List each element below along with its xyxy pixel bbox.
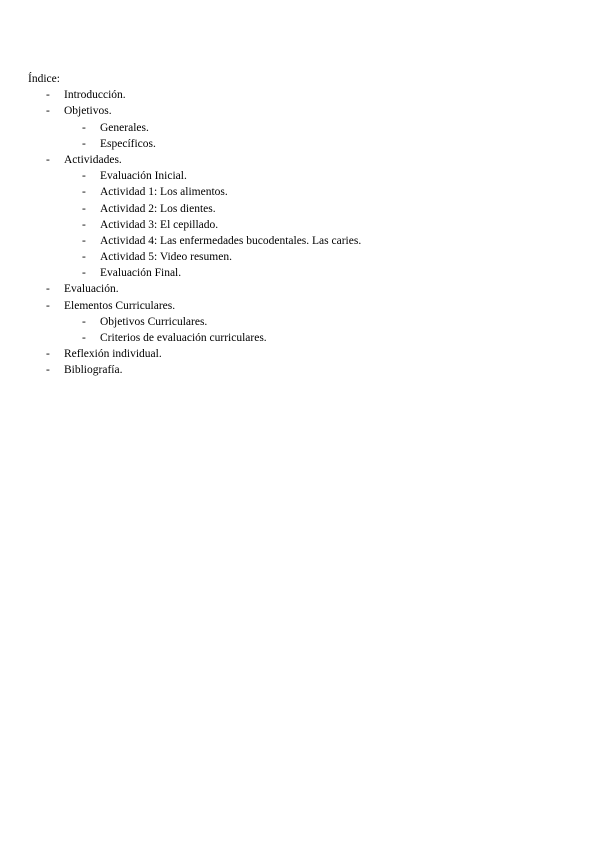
- dash-bullet: -: [82, 121, 86, 134]
- toc-subentry-text: Actividad 4: Las enfermedades bucodentales. Las caries.: [100, 234, 362, 247]
- toc-entry: [28, 103, 548, 119]
- toc-subentry: [28, 120, 548, 136]
- toc-subentry-text: Evaluación Inicial.: [100, 170, 187, 183]
- toc-entry: [28, 298, 548, 314]
- toc-entry-text: Introducción.: [64, 89, 126, 102]
- dash-bullet: -: [82, 186, 86, 199]
- toc-subentry-text: Específicos.: [100, 137, 156, 150]
- toc-subentry-text: Actividad 5: Video resumen.: [100, 251, 232, 264]
- dash-bullet: -: [46, 364, 50, 377]
- dash-bullet: -: [82, 251, 86, 264]
- toc-subentry: [28, 314, 548, 330]
- toc-title: Índice:: [28, 73, 60, 85]
- toc-subentry: [28, 201, 548, 217]
- dash-bullet: -: [82, 218, 86, 231]
- toc-entry: [28, 362, 548, 378]
- toc-subentry: [28, 168, 548, 184]
- dash-bullet: -: [82, 170, 86, 183]
- toc-entry-text: Bibliografía.: [64, 364, 123, 377]
- toc-list: [28, 87, 548, 378]
- dash-bullet: -: [82, 315, 86, 328]
- toc-entry: [28, 87, 548, 103]
- toc-subentry: [28, 217, 548, 233]
- toc-entry: [28, 346, 548, 362]
- toc-entry-text: Elementos Curriculares.: [64, 299, 176, 312]
- dash-bullet: -: [46, 105, 50, 118]
- dash-bullet: -: [46, 299, 50, 312]
- toc-subentry-text: Objetivos Curriculares.: [100, 315, 208, 328]
- dash-bullet: -: [82, 332, 86, 345]
- toc-subentry: [28, 330, 548, 346]
- dash-bullet: -: [82, 234, 86, 247]
- toc-entry-text: Reflexión individual.: [64, 348, 162, 361]
- toc-subentry-text: Actividad 3: El cepillado.: [100, 218, 219, 231]
- toc-subentry-text: Actividad 2: Los dientes.: [100, 202, 216, 215]
- toc-subentry: [28, 136, 548, 152]
- toc-subentry-text: Actividad 1: Los alimentos.: [100, 186, 228, 199]
- dash-bullet: -: [82, 267, 86, 280]
- table-of-contents: [28, 71, 548, 379]
- dash-bullet: -: [82, 202, 86, 215]
- dash-bullet: -: [82, 137, 86, 150]
- dash-bullet: -: [46, 283, 50, 296]
- toc-subentry-text: Generales.: [100, 121, 149, 134]
- dash-bullet: -: [46, 348, 50, 361]
- dash-bullet: -: [46, 153, 50, 166]
- toc-subentry-text: Evaluación Final.: [100, 267, 182, 280]
- toc-subentry: [28, 233, 548, 249]
- toc-entry: [28, 152, 548, 168]
- dash-bullet: -: [46, 89, 50, 102]
- toc-subentry: [28, 184, 548, 200]
- toc-entry-text: Actividades.: [64, 153, 122, 166]
- toc-subentry: [28, 249, 548, 265]
- toc-subentry: [28, 265, 548, 281]
- toc-entry-text: Evaluación.: [64, 283, 119, 296]
- toc-entry-text: Objetivos.: [64, 105, 112, 118]
- toc-entry: [28, 281, 548, 297]
- toc-subentry-text: Criterios de evaluación curriculares.: [100, 332, 267, 345]
